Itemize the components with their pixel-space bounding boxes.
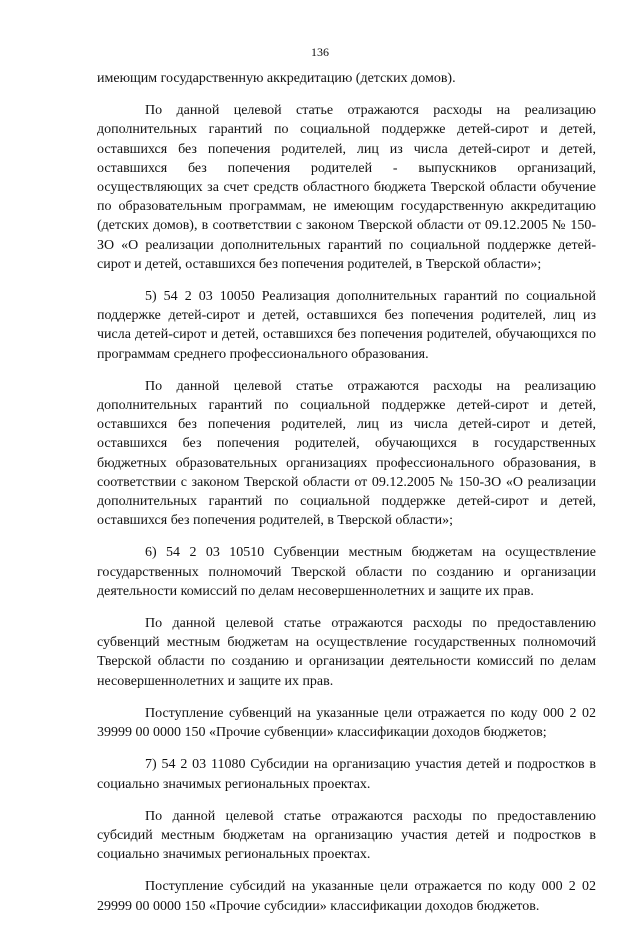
document-body	[97, 69, 596, 929]
paragraph: Поступление субвенций на указанные цели отражается по коду 000 2 02 39999 00 0000 150 «Прочие субвенции» классификации доходов бюджетов;	[97, 705, 596, 741]
paragraph-item-7: 7) 54 2 03 11080 Субсидии на организацию участия детей и подростков в социально значимых региональных проектах.	[97, 757, 596, 792]
paragraph: По данной целевой статье отражаются расходы по предоставлению субвенций местным бюджетам на осуществление государственных полномочий Тверской области по созданию и организации деятельности комиссий по делам несовершеннолетних и защите их прав.	[97, 616, 596, 689]
page-number: 136	[311, 45, 329, 59]
paragraph: Поступление субсидий на указанные цели отражается по коду 000 2 02 29999 00 0000 150 «Прочие субсидии» классификации доходов бюджетов.	[97, 879, 596, 914]
paragraph-continuation: имеющим государственную аккредитацию (детских домов).	[97, 71, 456, 86]
paragraph-item-6: 6) 54 2 03 10510 Субвенции местным бюджетам на осуществление государственных полномочий Тверской области по созданию и организации деятельности комиссий по делам несовершеннолетних и защите их прав.	[97, 545, 596, 599]
paragraph: По данной целевой статье отражаются расходы на реализацию дополнительных гарантий по социальной поддержке детей-сирот и детей, оставшихся без попечения родителей, лиц из числа детей-сирот и детей, оставшихся без попечения родителей, обучающихся в государственных бюджетных образовательных организациях профессионального образования, в соответствии с законом Тверской области от 09.12.2005 № 150-ЗО «О реализации дополнительных гарантий по социальной поддержке детей-сирот и детей, оставшихся без попечения родителей, в Тверской области»;	[97, 378, 596, 529]
paragraph: По данной целевой статье отражаются расходы на реализацию дополнительных гарантий по социальной поддержке детей-сирот и детей, оставшихся без попечения родителей, лиц из числа детей-сирот и детей, оставшихся без попечения родителей - выпускников организаций, осуществляющих за счет средств областного бюджета Тверской области обучение по образовательным программам, не имеющим государственную аккредитацию (детских домов), в соответствии с законом Тверской области от 09.12.2005 № 150-ЗО «О реализации дополнительных гарантий по социальной поддержке детей-сирот и детей, оставшихся без попечения родителей, в Тверской области»;	[97, 103, 596, 272]
paragraph: По данной целевой статье отражаются расходы по предоставлению субсидий местным бюджетам на организацию участия детей и подростков в социально значимых региональных проектах.	[97, 808, 596, 863]
paragraph-item-5: 5) 54 2 03 10050 Реализация дополнительных гарантий по социальной поддержке детей-сирот и детей, оставшихся без попечения родителей, лиц из числа детей-сирот и детей, оставшихся без попечения родителей, обучающихся по программам среднего профессионального образования.	[97, 289, 596, 362]
